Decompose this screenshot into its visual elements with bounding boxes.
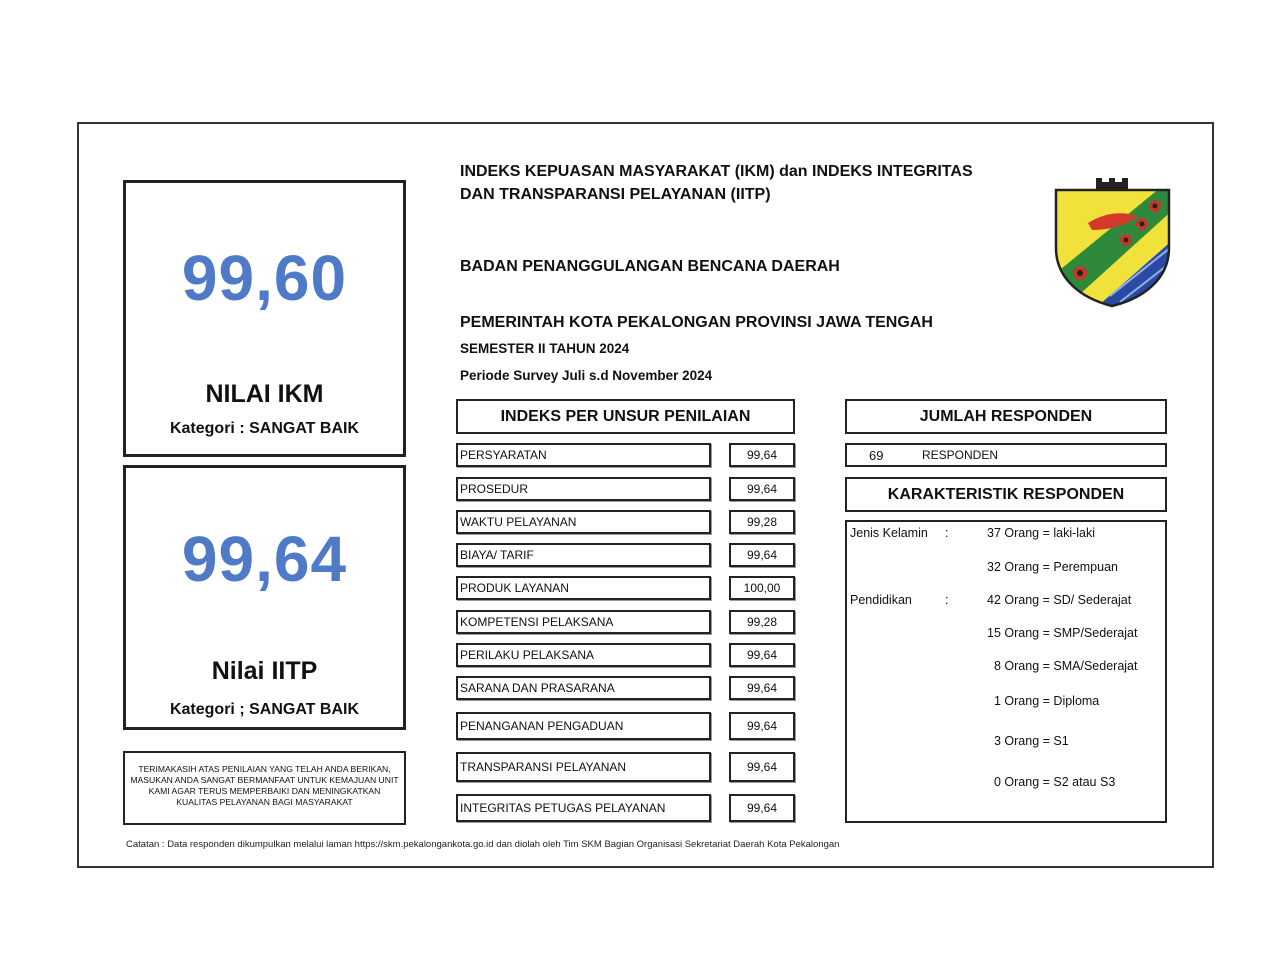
karakteristik-line: 0 Orang = S2 atau S3: [994, 775, 1116, 789]
responden-count: 69: [869, 448, 884, 463]
karakteristik-line: 3 Orang = S1: [994, 734, 1069, 748]
page-title: [460, 160, 1050, 206]
karakteristik-line: 8 Orang = SMA/Sederajat: [994, 659, 1138, 673]
ikm-score-card: [123, 180, 406, 457]
thanks-message: TERIMAKASIH ATAS PENILAIAN YANG TELAH ANDA BERIKAN, MASUKAN ANDA SANGAT BERMANFAAT UNTUK KEMAJUAN UNIT KAMI AGAR TERUS MEMPERBAIKI DAN MENINGKATKAN KUALITAS PELAYANAN BAGI MASYARAKAT: [123, 751, 406, 825]
title-line-2: DAN TRANSPARANSI PELAYANAN (IITP): [460, 186, 771, 203]
responden-unit: RESPONDEN: [922, 448, 999, 462]
ikm-label: NILAI IKM: [205, 380, 324, 408]
unsur-value: 99,28: [729, 610, 795, 634]
title-line-1: INDEKS KEPUASAN MASYARAKAT (IKM) dan INDEKS INTEGRITAS: [460, 163, 973, 180]
unsur-label: PROSEDUR: [456, 477, 711, 501]
unsur-value: 99,64: [729, 752, 795, 782]
karakteristik-line: 37 Orang = laki-laki: [987, 526, 1096, 540]
unsur-label: BIAYA/ TARIF: [456, 543, 711, 567]
karakteristik-line: 32 Orang = Perempuan: [987, 560, 1118, 574]
unsur-value: 99,64: [729, 477, 795, 501]
government-name: PEMERINTAH KOTA PEKALONGAN PROVINSI JAWA TENGAH: [460, 314, 933, 331]
unsur-label: PRODUK LAYANAN: [456, 576, 711, 600]
unsur-label: PENANGANAN PENGADUAN: [456, 712, 711, 740]
unsur-label: PERILAKU PELAKSANA: [456, 643, 711, 667]
iitp-category: Kategori ; SANGAT BAIK: [169, 701, 360, 718]
education-label: Pendidikan: [850, 593, 912, 607]
unsur-value: 99,64: [729, 676, 795, 700]
unsur-label: SARANA DAN PRASARANA: [456, 676, 711, 700]
unsur-label: TRANSPARANSI PELAYANAN: [456, 752, 711, 782]
responden-heading: JUMLAH RESPONDEN: [845, 399, 1167, 434]
unsur-value: 99,28: [729, 510, 795, 534]
unsur-value: 99,64: [729, 543, 795, 567]
ikm-category: Kategori : SANGAT BAIK: [169, 420, 360, 437]
unsur-label: KOMPETENSI PELAKSANA: [456, 610, 711, 634]
survey-period: Periode Survey Juli s.d November 2024: [460, 368, 713, 383]
unsur-label: PERSYARATAN: [456, 443, 711, 467]
agency-name: BADAN PENANGGULANGAN BENCANA DAERAH: [460, 258, 840, 275]
footer-note: Catatan : Data responden dikumpulkan melalui laman https://skm.pekalongankota.go.id dan diolah oleh Tim SKM Bagian Organisasi Sekretariat Daerah Kota Pekalongan: [126, 839, 840, 850]
unsur-value: 99,64: [729, 443, 795, 467]
iitp-score-card: [123, 465, 406, 730]
unsur-value: 100,00: [729, 576, 795, 600]
unsur-value: 99,64: [729, 712, 795, 740]
karakteristik-heading: KARAKTERISTIK RESPONDEN: [845, 477, 1167, 512]
gender-colon: :: [945, 526, 949, 540]
iitp-value: 99,64: [181, 523, 348, 595]
karakteristik-line: 15 Orang = SMP/Sederajat: [987, 626, 1138, 640]
gender-label: Jenis Kelamin: [850, 526, 928, 540]
unsur-label: INTEGRITAS PETUGAS PELAYANAN: [456, 794, 711, 822]
semester: SEMESTER II TAHUN 2024: [460, 341, 630, 356]
unsur-value: 99,64: [729, 643, 795, 667]
karakteristik-line: 1 Orang = Diploma: [994, 694, 1100, 708]
iitp-label: Nilai IITP: [211, 657, 318, 685]
ikm-value: 99,60: [181, 242, 348, 314]
pekalongan-coat-of-arms-icon: [1050, 178, 1175, 310]
karakteristik-line: 42 Orang = SD/ Sederajat: [987, 593, 1132, 607]
unsur-label: WAKTU PELAYANAN: [456, 510, 711, 534]
unsur-value: 99,64: [729, 794, 795, 822]
unsur-heading: INDEKS PER UNSUR PENILAIAN: [456, 399, 795, 434]
responden-count-box: [845, 443, 1167, 467]
education-colon: :: [945, 593, 949, 607]
karakteristik-box: [845, 520, 1167, 823]
